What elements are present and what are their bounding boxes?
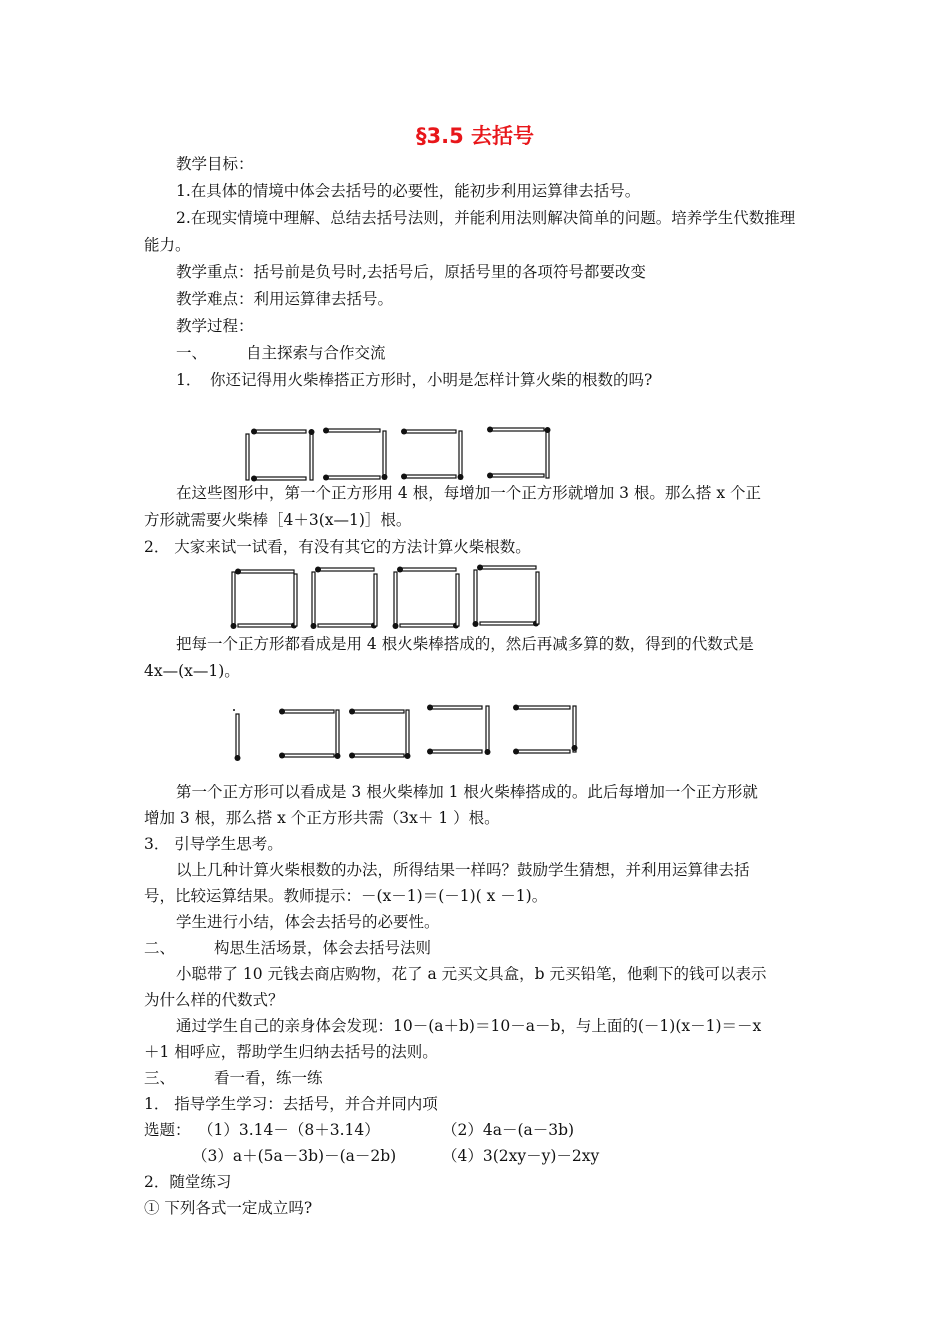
matchstick-figure-2: [228, 564, 550, 634]
process-heading: 教学过程：: [176, 317, 254, 335]
section-3-item-1: 1． 指导学生学习：去括号，并合并同内项: [144, 1095, 438, 1113]
question-1: 你还记得用火柴棒搭正方形时，小明是怎样计算火柴的根数的吗?: [210, 371, 653, 389]
section-1-title: 自主探索与合作交流: [246, 344, 386, 362]
paragraph-2: 把每一个正方形都看成是用 4 根火柴棒搭成的，然后再减多算的数，得到的代数式是: [176, 635, 754, 653]
exercise-4: （4）3(2xy－y)－2xy: [442, 1147, 600, 1165]
paragraph-3: 第一个正方形可以看成是 3 根火柴棒加 1 根火柴棒搭成的。此后每增加一个正方形就: [176, 783, 758, 801]
exercise-2: （2）4a－(a－3b): [442, 1121, 575, 1139]
practice-question-1: ① 下列各式一定成立吗?: [144, 1199, 313, 1217]
paragraph-7-cont: ＋1 相呼应，帮助学生归纳去括号的法则。: [144, 1043, 438, 1061]
paragraph-7: 通过学生自己的亲身体会发现：10－(a＋b)＝10－a－b，与上面的(－1)(x－1)＝－x: [176, 1017, 762, 1035]
section-3-title: 看一看，练一练: [214, 1069, 323, 1087]
paragraph-1-cont: 方形就需要火柴棒［4＋3(x—1)］根。: [144, 511, 412, 529]
exercise-3: （3）a＋(5a－3b)－(a－2b): [192, 1147, 397, 1165]
goal-heading: 教学目标：: [176, 155, 254, 173]
difficult-point: 教学难点：利用运算律去括号。: [176, 290, 394, 308]
section-1-number: 一、: [176, 344, 208, 362]
question-1-number: 1．: [176, 371, 202, 389]
paragraph-5: 学生进行小结，体会去括号的必要性。: [176, 913, 440, 931]
exercise-label: 选题：: [144, 1121, 191, 1139]
paragraph-3-cont: 增加 3 根，那么搭 x 个正方形共需（3x＋ 1 ）根。: [144, 809, 500, 827]
section-3-number: 三、: [144, 1069, 176, 1087]
paragraph-4-cont: 号，比较运算结果。教师提示：－(x－1)＝(－1)( x －1)。: [144, 887, 548, 905]
page-title: §3.5 去括号: [415, 124, 534, 148]
section-2-number: 二、: [144, 939, 176, 957]
exercise-1: （1）3.14－（8＋3.14）: [198, 1121, 380, 1139]
goal-1: 1.在具体的情境中体会去括号的必要性，能初步利用运算律去括号。: [176, 182, 641, 200]
matchstick-figure-1: [240, 426, 560, 484]
section-3-item-2: 2．随堂练习: [144, 1173, 232, 1191]
matchstick-figure-3: [224, 700, 584, 766]
paragraph-1: 在这些图形中，第一个正方形用 4 根，每增加一个正方形就增加 3 根。那么搭 x 个正: [176, 484, 762, 502]
paragraph-4: 以上几种计算火柴根数的办法，所得结果一样吗？鼓励学生猜想，并利用运算律去括: [176, 861, 750, 879]
goal-2-cont: 能力。: [144, 236, 191, 254]
section-2-title: 构思生活场景，体会去括号法则: [214, 939, 432, 957]
goal-2: 2.在现实情境中理解、总结去括号法则，并能利用法则解决简单的问题。培养学生代数推理: [176, 209, 796, 227]
paragraph-6: 小聪带了 10 元钱去商店购物，花了 a 元买文具盒，b 元买铅笔，他剩下的钱可以表示: [176, 965, 767, 983]
paragraph-6-cont: 为什么样的代数式？: [144, 991, 284, 1009]
paragraph-2-cont: 4x—(x—1)。: [144, 662, 240, 680]
key-point: 教学重点：括号前是负号时,去括号后，原括号里的各项符号都要改变: [176, 263, 646, 281]
question-3: 3． 引导学生思考。: [144, 835, 283, 853]
question-2: 2． 大家来试一试看，有没有其它的方法计算火柴根数。: [144, 538, 531, 556]
